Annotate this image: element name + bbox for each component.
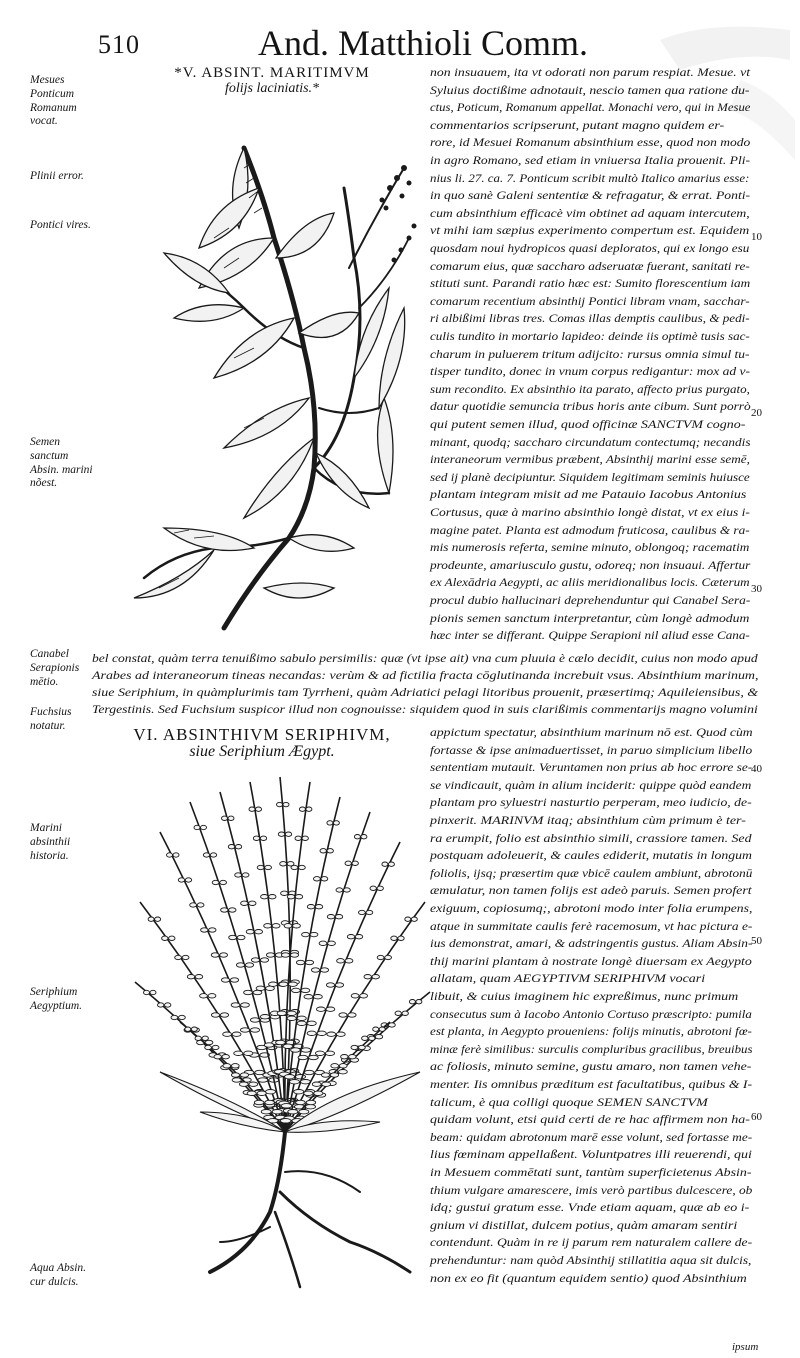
text-line: ra erumpit, folio est absinthio simili, crassiore tamen. Sed [430,832,752,845]
text-line: menter. Iis omnibus præditum est facultatibus, quibus & I- [430,1079,753,1091]
text-line: stituti sunt. Parandi ratio hæc est: Sumito florescentium iam [430,278,751,291]
text-line: culis tundito in mortario lapideo: deinde iis optimè tusis sac- [430,331,750,343]
line-number: 50 [751,935,762,947]
page-number: 510 [98,30,140,59]
text-line: non ex eo fit (quantum equidem sentio) quod Absinthium [430,1272,747,1285]
text-line: in quo sanè Galeni sententiæ & refragatur, & errat. Ponti- [430,190,751,203]
figure-title [102,726,422,761]
text-line: Tergestinis. Sed Fuchsium suspicor illud non cognouisse: siquidem quod in suis clarißimis commentarijs magno volumini [92,704,758,716]
text-line: Syluius doctißime adnotauit, nescio tamen qua ratione du- [430,84,750,97]
text-line: qui putent semen illud, quod officinæ SANCTVM cogno- [430,419,746,431]
text-line: magine patet. Planta est admodum fruticosa, caulibus & ra- [430,524,750,537]
running-title: And. Matthioli Comm. [258,23,589,63]
woodcut-absinthium-maritimum [104,108,434,638]
text-line: rore, id Mesuei Romanum absinthium esse, quod non modo [430,137,751,150]
text-line: se vindicauit, quàm in alium inciderit: quippe quòd eandem [430,779,752,792]
text-line: pinxerit. MARINVM itaq; absinthium cùm primum è ter- [430,815,746,827]
text-line: exiguum, copiosumq;, abrotoni modo inter folia erumpens, [430,903,753,915]
text-line: æmulatur, non tamen folijs est adeò paruis. Semen profert [430,885,752,898]
text-line: in agro Romano, sed etiam in vniuersa Italia prouenit. Pli- [430,155,751,167]
line-number: 40 [751,763,762,775]
text-line: minæ ferè similibus: surculis compluribus gracilibus, breuibus [430,1043,753,1056]
text-line: consecutus sum à Iacobo Antonio Cortuso præscripto: pumila [430,1008,752,1021]
text-line: quidam volunt, etsi quid certi de re hac affirmem non ha- [430,1114,750,1127]
figure-title [112,66,432,96]
text-line: ctus, Poticum, Romanum appellat. Monachi vero, qui in Mesue [430,102,751,115]
figure-subtitle: folijs laciniatis.* [224,80,320,96]
text-line: plantam pro syluestri nasturtio perperam, meo iudicio, de- [430,797,752,810]
margin-note: Seriphium Aegyptium. [30,986,83,1012]
text-line: pionis semen sanctum interpretantur, cùm longè admodum [430,612,750,625]
text-line: Cortusus, quæ à marino absinthio longè distat, vt ex eius i- [430,507,750,519]
margin-note: Canabel Serapionis mētio. [30,648,80,688]
text-line: thij marini plantam à nostrate longè diuersam ex Aegypto [430,955,752,968]
text-line: datur quotidie semuncia tribus horis ante cibum. Sunt porrò [430,401,751,414]
text-line: nius li. 27. ca. 7. Ponticum scribit multò Italico amarius esse: [430,172,750,185]
figure-name: VI. ABSINTHIVM SERIPHIVM, [133,725,391,744]
text-line: procul dubio hallucinari deprehenduntur qui Canabel Sera- [430,595,751,607]
text-line: postquam adoleuerit, & caules ediderit, mutatis in longum [430,850,752,863]
text-line: non insuauem, ita vt odorati non parum respiat. Mesue. vt [430,67,751,79]
text-line: vt mihi iam sæpius experimento compertum est. Equidem [430,225,750,238]
text-line: lius fœminam appellaßent. Voluntpatres illi reuerendi, qui [430,1149,752,1162]
text-line: cum absinthium efficacè vim obtinet ad aquam intercutem, [430,207,750,220]
catchword: ipsum [732,1341,759,1353]
text-line: mis numerosis referta, semine minuto, oblongoq; racematim [430,542,750,555]
text-line: ius demonstrat, amari, & adstringentis gustus. Aliam Absin- [430,938,753,951]
woodcut-absinthium-seriphium [120,772,450,1292]
margin-note: Mesues Ponticum Romanum vocat. [30,74,77,128]
text-line: allatam, quam AEGYPTIVM SERIPHIVM vocari [430,973,706,986]
figure-name: *V. ABSINT. MARITIMVM [174,65,370,81]
text-line: sed ij planè decipiuntur. Siquidem legitimam seminis huiusce [430,471,750,484]
figure-subtitle: siue Seriphium Ægypt. [189,742,335,760]
text-line: hæc inter se differant. Quippe Serapioni nil aliud esse Cana- [430,630,750,643]
text-line: prodeunte, amariusculo gustu, odoreq; non insuaui. Affertur [430,559,751,572]
text-line: ri albißimi libras tres. Comas illas demptis caulibus, & pedi- [430,313,750,326]
margin-note: Plinii error. [30,170,84,182]
text-line: commentarios scripserunt, putant magno quidem er- [430,119,725,132]
plant-illustration [104,108,434,638]
text-line: appictum spectatur, absinthium marinum nō est. Quod cùm [430,727,753,739]
text-line: talicum, è qua colligi quoque SEMEN SANCTVM [430,1096,708,1109]
text-line: ac foliosis, minuto semine, gustu amaro, non tamen vehe- [430,1061,752,1074]
text-line: beam: quidam abrotonum marē esse volunt, sed fortasse me- [430,1131,753,1144]
text-line: in Mesuem commētati sunt, tantùm superficietenus Absin- [430,1167,752,1179]
text-line: charum in puluerem tritum adijcito: rursus omnia simul tu- [430,348,750,361]
text-line: thium vulgare amarescere, imis verò partibus dulcescere, ob [430,1184,753,1197]
margin-note: Aqua Absin. cur dulcis. [30,1262,87,1288]
text-line: foliolis, ijsq; præsertim quæ vbicē caulem ambiunt, abrotonū [430,867,753,880]
margin-note: Fuchsius notatur. [30,706,72,732]
line-number: 60 [751,1111,762,1123]
margin-note: Pontici vires. [30,219,91,231]
text-line: quosdam noui hydropicos quasi deploratos, qui ex longo esu [430,243,750,255]
text-line: ex Alexādria Aegypti, ac aliis meridionalibus locis. Cæterum [430,577,750,590]
text-line: tisper tundito, donec in vnum corpus redigantur: mox ad v- [430,366,751,379]
text-line: comarum recentium absinthij Pontici libram vnam, sacchar- [430,295,750,308]
text-line: plantam integram misit ad me Patauio Iacobus Antonius [430,489,747,502]
margin-note: Marini absinthii historia. [30,822,71,862]
text-line: libuit, & cuius imaginem hic expreßimus, nunc primum [430,991,739,1003]
text-line: contendunt. Quàm in re ij parum rem naturalem callere de- [430,1237,753,1250]
text-line: est planta, in Aegypto proueniens: folijs minutis, abrotoni fœ- [430,1026,752,1039]
text-line: siue Seriphium, in quàmplurimis tam Tyrrheni, quàm Adriatici pelagi litoribus prouenit, præsertimq; Aquileiensibus, & [92,687,759,699]
line-number: 30 [751,583,762,595]
text-line: fortasse & ipse animaduertisset, in paruo simplicium libello [430,744,753,757]
text-line: comarum eius, quæ saccharo adseruatæ fuerant, sanitati re- [430,260,750,273]
text-line: idq; gustui gratum esse. Vnde etiam aquam, quæ ab eo i- [430,1202,750,1215]
text-line: bel constat, quàm terra tenuißimo sabulo persimilis: quæ (vt ipse ait) vna cum pluuia è cælo decidit, cuius non modo apud [92,653,758,665]
text-line: gnium vi distillat, dulcem potius, quàm amaram sentiri [430,1219,738,1232]
margin-note: Semen sanctum Absin. marini nõest. [30,436,93,490]
text-line: sententiam mutauit. Veruntamen non prius ab hoc errore se- [430,762,753,775]
line-number: 20 [751,407,762,419]
text-line: prehenduntur: nam quòd Absinthij stillatitia aqua sit dulcis, [430,1255,752,1267]
text-line: sum recondito. Ex absinthio ita parato, affecto prius purgato, [430,383,750,396]
text-line: interaneorum vermibus præbent, Absinthij marini esse semē, [430,454,750,467]
text-line: atque in summitate caulis ferè racemosum, vt hac pictura e- [430,920,753,933]
line-number: 10 [751,231,762,243]
text-line: minant, quodq; saccharo circundatum contectumq; necandis [430,436,751,449]
plant-illustration [120,772,450,1292]
text-line: Arabes ad interaneorum tineas necandas: verùm & ad fictilia fracta cōglutinanda increbuit vsus. Absinthium marinum, [92,670,759,682]
